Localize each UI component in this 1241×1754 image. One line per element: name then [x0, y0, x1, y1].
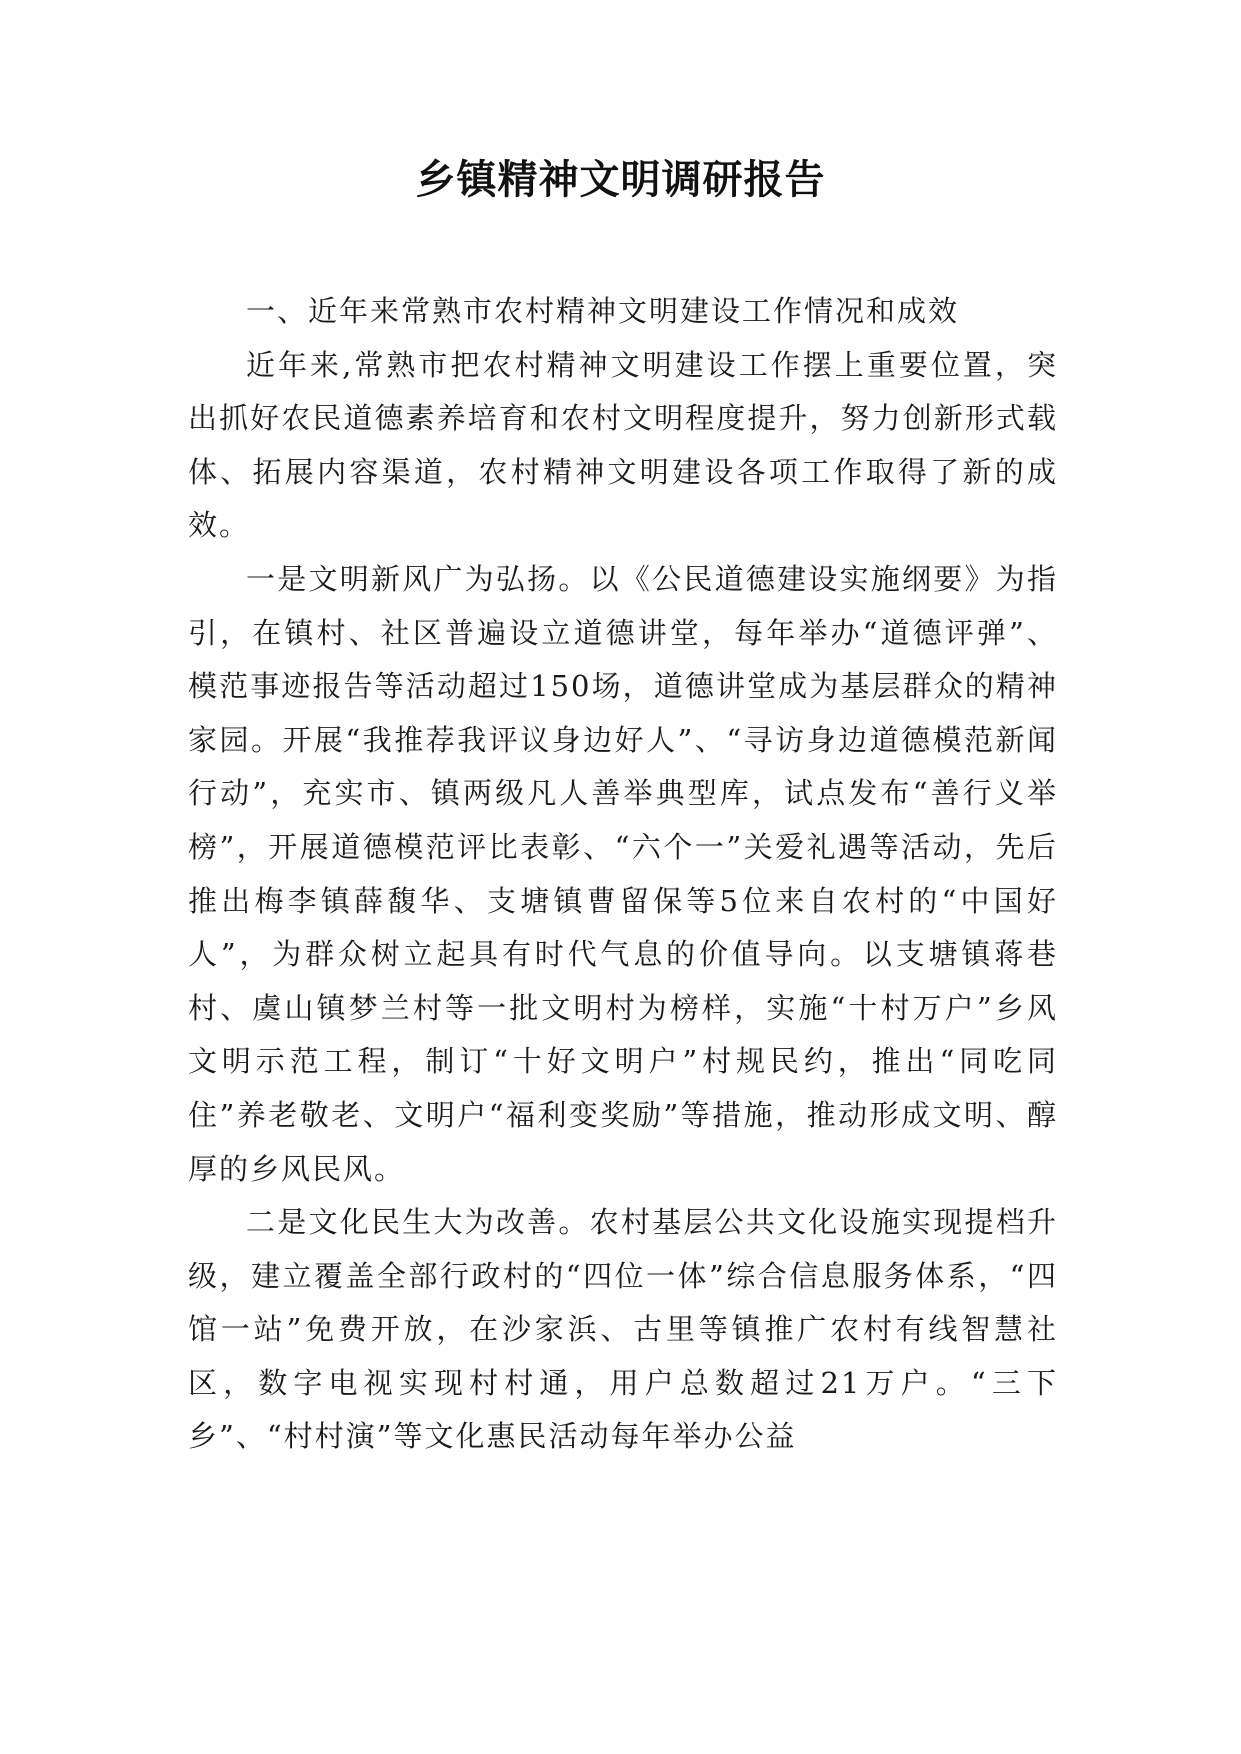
- paragraph-civilization: 一是文明新风广为弘扬。以《公民道德建设实施纲要》为指引，在镇村、社区普遍设立道德讲堂，每年举办“道德评弹”、模范事迹报告等活动超过150场，道德讲堂成为基层群众的精神家园。开展“我推荐我评议身边好人”、“寻访身边道德模范新闻行动”，充实市、镇两级凡人善举典型库，试点发布“善行义举榜”，开展道德模范评比表彰、“六个一”关爱礼遇等活动，先后推出梅李镇薛馥华、支塘镇曹留保等5位来自农村的“中国好人”，为群众树立起具有时代气息的价值导向。以支塘镇蒋巷村、虞山镇梦兰村等一批文明村为榜样，实施“十村万户”乡风文明示范工程，制订“十好文明户”村规民约，推出“同吃同住”养老敬老、文明户“福利变奖励”等措施，推动形成文明、醇厚的乡风民风。: [188, 561, 1058, 1186]
- document-body: [188, 285, 1058, 1464]
- document-title: 乡镇精神文明调研报告: [415, 157, 826, 203]
- paragraph-culture: 二是文化民生大为改善。农村基层公共文化设施实现提档升级，建立覆盖全部行政村的“四位一体”综合信息服务体系，“四馆一站”免费开放，在沙家浜、古里等镇推广农村有线智慧社区，数字电视实现村村通，用户总数超过21万户。“三下乡”、“村村演”等文化惠民活动每年举办公益: [188, 1205, 1058, 1454]
- paragraph-intro: 近年来,常熟市把农村精神文明建设工作摆上重要位置，突出抓好农民道德素养培育和农村文明程度提升，努力创新形式载体、拓展内容渠道，农村精神文明建设各项工作取得了新的成效。: [188, 347, 1058, 543]
- section-heading: 一、近年来常熟市农村精神文明建设工作情况和成效: [246, 294, 960, 328]
